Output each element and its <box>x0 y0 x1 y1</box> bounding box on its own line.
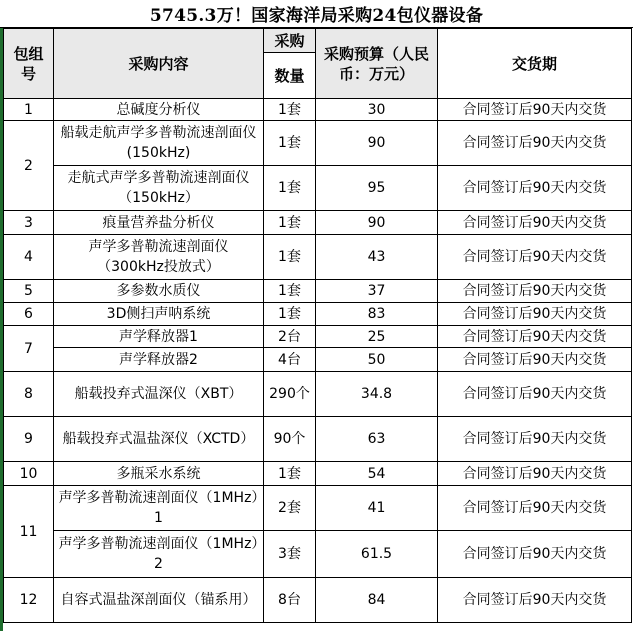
cell-qty: 8台 <box>264 578 316 623</box>
cell-budget: 84 <box>316 578 438 623</box>
cell-content: 声学释放器2 <box>54 348 264 372</box>
cell-qty: 2套 <box>264 486 316 531</box>
cell-budget: 54 <box>316 462 438 486</box>
cell-budget: 95 <box>316 166 438 211</box>
cell-content: 痕量营养盐分析仪 <box>54 211 264 235</box>
cell-delivery: 合同签订后90天内交货 <box>438 417 632 462</box>
cell-package-no: 10 <box>4 462 54 486</box>
cell-qty: 290个 <box>264 372 316 417</box>
cell-qty: 1套 <box>264 166 316 211</box>
cell-budget: 41 <box>316 486 438 531</box>
cell-budget: 83 <box>316 303 438 326</box>
cell-qty: 1套 <box>264 280 316 303</box>
cell-budget: 61.5 <box>316 531 438 578</box>
cell-delivery: 合同签订后90天内交货 <box>438 303 632 326</box>
cell-content: 船载投弃式温盐深仪（XCTD） <box>54 417 264 462</box>
cell-package-no: 8 <box>4 372 54 417</box>
cell-package-no: 9 <box>4 417 54 462</box>
cell-delivery: 合同签订后90天内交货 <box>438 486 632 531</box>
cell-delivery: 合同签订后90天内交货 <box>438 326 632 348</box>
cell-delivery: 合同签订后90天内交货 <box>438 166 632 211</box>
cell-delivery: 合同签订后90天内交货 <box>438 578 632 623</box>
cell-budget: 37 <box>316 280 438 303</box>
cell-qty: 90个 <box>264 417 316 462</box>
cell-budget: 63 <box>316 417 438 462</box>
cell-delivery: 合同签订后90天内交货 <box>438 99 632 121</box>
cell-budget: 90 <box>316 121 438 166</box>
cell-content: 声学多普勒流速剖面仪（1MHz）2 <box>54 531 264 578</box>
cell-content: 声学多普勒流速剖面仪（1MHz）1 <box>54 486 264 531</box>
cell-content: 船载投弃式温深仪（XBT） <box>54 372 264 417</box>
cell-package-no: 3 <box>4 211 54 235</box>
cell-package-no: 2 <box>4 121 54 211</box>
cell-budget: 50 <box>316 348 438 372</box>
header-delivery: 交货期 <box>438 29 632 99</box>
cell-package-no: 4 <box>4 235 54 280</box>
cell-qty: 2台 <box>264 326 316 348</box>
cell-qty: 1套 <box>264 462 316 486</box>
cell-delivery: 合同签订后90天内交货 <box>438 462 632 486</box>
header-package-no: 包组号 <box>4 29 54 99</box>
cell-budget: 30 <box>316 99 438 121</box>
cell-content: 走航式声学多普勒流速剖面仪（150kHz） <box>54 166 264 211</box>
cell-content: 自容式温盐深剖面仪（锚系用） <box>54 578 264 623</box>
cell-package-no: 7 <box>4 326 54 372</box>
cell-content: 声学多普勒流速剖面仪（300kHz投放式） <box>54 235 264 280</box>
header-qty-top: 采购 <box>264 29 316 53</box>
cell-package-no: 12 <box>4 578 54 623</box>
cell-qty: 1套 <box>264 211 316 235</box>
cell-qty: 1套 <box>264 99 316 121</box>
cell-delivery: 合同签订后90天内交货 <box>438 372 632 417</box>
cell-qty: 1套 <box>264 303 316 326</box>
cell-content: 多参数水质仪 <box>54 280 264 303</box>
cell-budget: 43 <box>316 235 438 280</box>
cell-content: 总碱度分析仪 <box>54 99 264 121</box>
cell-package-no: 1 <box>4 99 54 121</box>
cell-content: 声学释放器1 <box>54 326 264 348</box>
header-qty-bottom: 数量 <box>264 53 316 99</box>
cell-content: 多瓶采水系统 <box>54 462 264 486</box>
procurement-table <box>3 28 632 623</box>
cell-delivery: 合同签订后90天内交货 <box>438 348 632 372</box>
cell-delivery: 合同签订后90天内交货 <box>438 211 632 235</box>
sheet-title: 5745.3万！国家海洋局采购24包仪器设备 <box>0 0 633 28</box>
cell-budget: 34.8 <box>316 372 438 417</box>
header-budget: 采购预算（人民币：万元） <box>316 29 438 99</box>
cell-content: 3D侧扫声呐系统 <box>54 303 264 326</box>
cell-budget: 90 <box>316 211 438 235</box>
cell-package-no: 11 <box>4 486 54 578</box>
cell-delivery: 合同签订后90天内交货 <box>438 531 632 578</box>
cell-delivery: 合同签订后90天内交货 <box>438 235 632 280</box>
header-content: 采购内容 <box>54 29 264 99</box>
cell-qty: 1套 <box>264 121 316 166</box>
cell-qty: 3套 <box>264 531 316 578</box>
cell-budget: 25 <box>316 326 438 348</box>
cell-package-no: 5 <box>4 280 54 303</box>
cell-qty: 1套 <box>264 235 316 280</box>
cell-package-no: 6 <box>4 303 54 326</box>
cell-content: 船载走航声学多普勒流速剖面仪(150kHz) <box>54 121 264 166</box>
cell-qty: 4台 <box>264 348 316 372</box>
cell-delivery: 合同签订后90天内交货 <box>438 280 632 303</box>
cell-delivery: 合同签订后90天内交货 <box>438 121 632 166</box>
